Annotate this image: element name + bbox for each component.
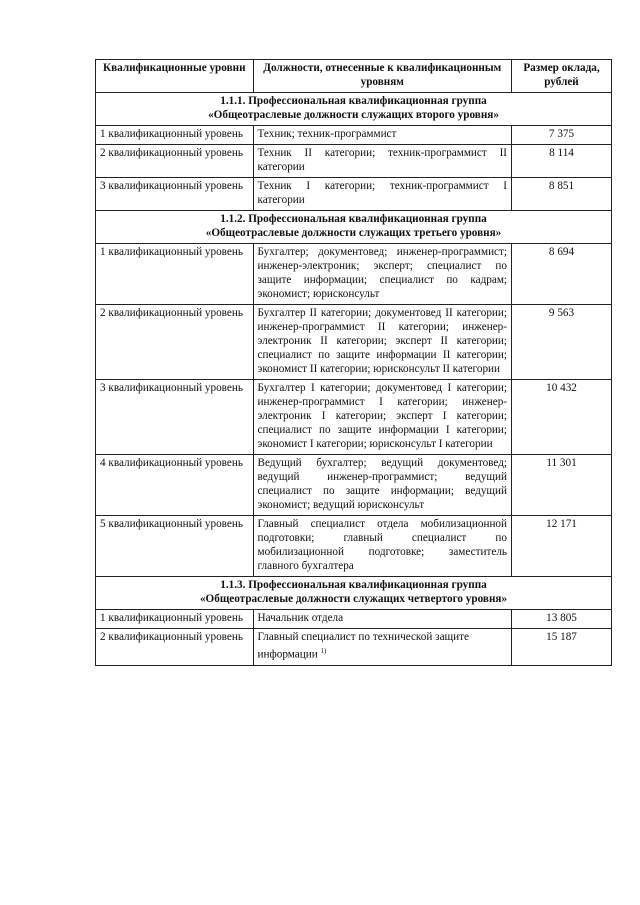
salary-cell: 8 851 — [512, 178, 612, 211]
group-title-line2: «Общеотраслевые должности служащих четвертого уровня» — [199, 593, 508, 605]
group-title-row — [96, 93, 612, 126]
positions-text: Главный специалист по технической защите информации — [257, 631, 470, 661]
group-3 — [96, 577, 612, 666]
table-row — [96, 126, 612, 145]
level-cell: 2 квалификационный уровень — [96, 305, 254, 380]
header-level: Квалификационные уровни — [96, 60, 254, 93]
table-row — [96, 380, 612, 455]
level-cell: 1 квалификационный уровень — [96, 610, 254, 629]
level-cell: 2 квалификационный уровень — [96, 145, 254, 178]
salary-cell: 12 171 — [512, 516, 612, 577]
table-header-row — [96, 60, 612, 93]
header-positions: Должности, отнесенные к квалификационным уровням — [253, 60, 512, 93]
group-title-row — [96, 211, 612, 244]
level-cell: 1 квалификационный уровень — [96, 126, 254, 145]
group-1 — [96, 93, 612, 211]
table-row — [96, 455, 612, 516]
table-row — [96, 516, 612, 577]
positions-cell: Бухгалтер I категории; документовед I категории; инженер-программист I категории; инженер-электроник I категории; эксперт I категории; специалист по защите информации I категории; экономист I категории; юрисконсульт I категории — [253, 380, 512, 455]
group-title-row — [96, 577, 612, 610]
table-row — [96, 305, 612, 380]
salary-cell: 8 114 — [512, 145, 612, 178]
group-title-line1: 1.1.3. Профессиональная квалификационная группа — [220, 579, 487, 591]
positions-cell — [253, 629, 512, 666]
group-title-line2: «Общеотраслевые должности служащих второго уровня» — [208, 109, 499, 121]
positions-cell: Техник I категории; техник-программист I категории — [253, 178, 512, 211]
group-title — [96, 93, 612, 126]
salary-cell: 7 375 — [512, 126, 612, 145]
group-title-line2: «Общеотраслевые должности служащих третьего уровня» — [205, 227, 502, 239]
salary-cell: 8 694 — [512, 244, 612, 305]
positions-cell: Главный специалист отдела мобилизационной подготовки; главный специалист по мобилизационной подготовке; заместитель главного бухгалтера — [253, 516, 512, 577]
level-cell: 1 квалификационный уровень — [96, 244, 254, 305]
table-row — [96, 145, 612, 178]
group-title-line1: 1.1.2. Профессиональная квалификационная группа — [220, 213, 487, 225]
salary-cell: 10 432 — [512, 380, 612, 455]
level-cell: 3 квалификационный уровень — [96, 178, 254, 211]
positions-cell: Ведущий бухгалтер; ведущий документовед; ведущий инженер-программист; ведущий специалист по защите информации; ведущий экономист; ведущий юрисконсульт — [253, 455, 512, 516]
level-cell: 3 квалификационный уровень — [96, 380, 254, 455]
salary-cell: 9 563 — [512, 305, 612, 380]
positions-cell: Бухгалтер; документовед; инженер-программист; инженер-электроник; эксперт; специалист по защите информации; специалист по кадрам; экономист; юрисконсульт — [253, 244, 512, 305]
salary-cell: 13 805 — [512, 610, 612, 629]
table-row — [96, 178, 612, 211]
table-row — [96, 610, 612, 629]
table-row — [96, 244, 612, 305]
salary-table — [95, 59, 612, 666]
positions-cell: Начальник отдела — [253, 610, 512, 629]
header-salary: Размер оклада, рублей — [512, 60, 612, 93]
group-title — [96, 577, 612, 610]
group-title-line1: 1.1.1. Профессиональная квалификационная группа — [220, 95, 487, 107]
footnote-marker: 1) — [320, 647, 327, 655]
level-cell: 2 квалификационный уровень — [96, 629, 254, 666]
positions-cell: Техник; техник-программист — [253, 126, 512, 145]
level-cell: 4 квалификационный уровень — [96, 455, 254, 516]
salary-cell: 15 187 — [512, 629, 612, 666]
group-2 — [96, 211, 612, 577]
positions-cell: Бухгалтер II категории; документовед II категории; инженер-программист II категории; инженер-электроник II категории; эксперт II категории; специалист по защите информации II категории; экономист II категории; юрисконсульт II категории — [253, 305, 512, 380]
salary-cell: 11 301 — [512, 455, 612, 516]
group-title — [96, 211, 612, 244]
level-cell: 5 квалификационный уровень — [96, 516, 254, 577]
positions-cell: Техник II категории; техник-программист II категории — [253, 145, 512, 178]
table-row — [96, 629, 612, 666]
